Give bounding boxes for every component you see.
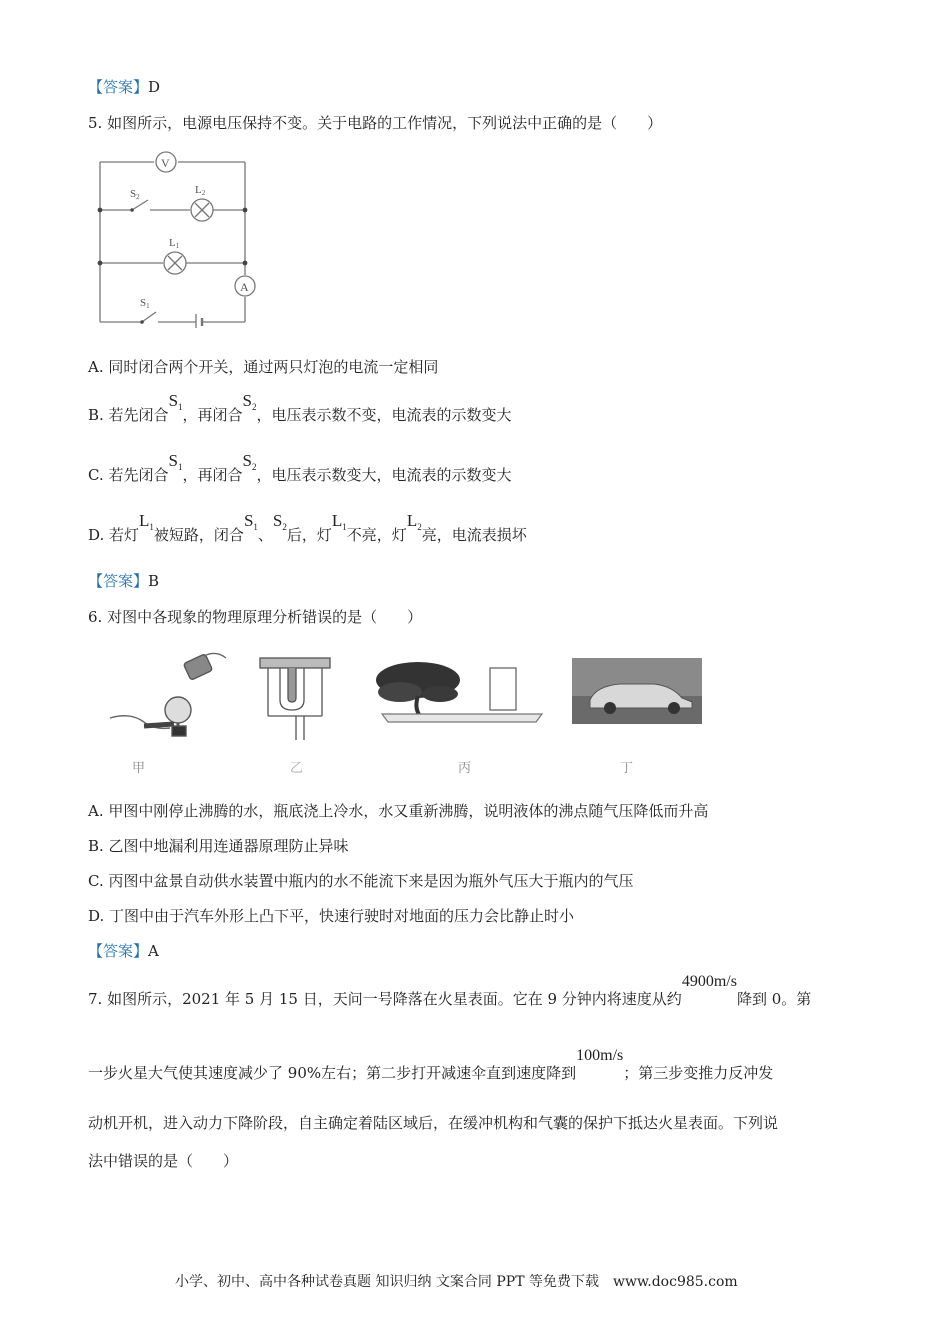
q6-option-a: A. 甲图中刚停止沸腾的水，瓶底浇上冷水，水又重新沸腾，说明液体的沸点随气压降低而升高 <box>88 802 709 820</box>
symbol-l2: $L_2$ <box>406 511 422 532</box>
q7-line-4: 法中错误的是（ ） <box>88 1152 239 1170</box>
lamp-l2-label: L2 <box>195 184 206 197</box>
q7-line-3: 动机开机，进入动力下降阶段，自主确定着陆区域后，在缓冲机构和气囊的保护下抵达火星表面。下列说 <box>88 1114 779 1132</box>
figure-label-bing: 丙 <box>458 761 472 776</box>
figure-label-yi: 乙 <box>290 761 304 776</box>
lamp-l1-label: L1 <box>169 237 180 250</box>
symbol-s2: $S_2$ <box>272 511 287 532</box>
symbol-l1: $L_1$ <box>139 511 154 532</box>
answer-value: A <box>148 942 159 960</box>
question-6-stem: 6. 对图中各现象的物理原理分析错误的是（ ） <box>88 608 423 626</box>
figure-label-ding: 丁 <box>620 761 634 776</box>
switch-s1-label: S1 <box>140 297 150 310</box>
q6-option-c: C. 丙图中盆景自动供水装置中瓶内的水不能流下来是因为瓶外气压大于瓶内的气压 <box>88 872 634 890</box>
switch-s2-label: S2 <box>130 188 140 201</box>
symbol-s1: $S_1$ <box>243 511 258 532</box>
answer-line-q5 <box>88 570 159 591</box>
page-footer: 小学、初中、高中各种试卷真题 知识归纳 文案合同 PPT 等免费下载 www.doc985.com <box>175 1274 738 1290</box>
symbol-s1: $S_1$ <box>168 391 183 412</box>
symbol-s1: $S_1$ <box>168 451 183 472</box>
voltmeter-label: V <box>161 156 170 170</box>
answer-line-q6 <box>88 940 159 961</box>
answer-line-q4 <box>88 76 160 97</box>
figure-ding <box>572 658 702 724</box>
q5-option-b: B. 若先闭合$S_1$，再闭合$S_2$，电压表示数不变，电流表的示数变大 <box>88 391 512 424</box>
answer-tag: 【答案】 <box>88 78 149 96</box>
symbol-s2: $S_2$ <box>242 391 257 412</box>
speed-4900: 4900m/s <box>681 973 737 990</box>
q5-option-a: A. 同时闭合两个开关，通过两只灯泡的电流一定相同 <box>88 358 439 376</box>
figure-bing <box>376 662 542 722</box>
circuit-diagram <box>92 148 272 328</box>
figure-yi-note <box>266 733 272 740</box>
symbol-l1: $L_1$ <box>331 511 347 532</box>
q6-figures <box>100 648 710 778</box>
q6-option-b: B. 乙图中地漏利用连通器原理防止异味 <box>88 837 349 855</box>
figure-yi <box>260 658 330 740</box>
q5-option-d: D. 若灯$L_1$被短路，闭合$S_1$、$S_2$后，灯$L_1$不亮，灯$L_2$亮，电流表损坏 <box>88 511 527 544</box>
speed-100: 100m/s <box>576 1047 624 1064</box>
ammeter-label: A <box>240 280 249 294</box>
q7-line-1: 7. 如图所示，2021 年 5 月 15 日，天问一号降落在火星表面。它在 9 分钟内将速度从约4900m/s降到 0。第 <box>88 973 812 1008</box>
answer-value: D <box>148 78 161 96</box>
figure-label-jia: 甲 <box>132 761 146 776</box>
figure-jia <box>110 653 226 736</box>
symbol-s2: $S_2$ <box>242 451 257 472</box>
q5-option-c: C. 若先闭合$S_1$，再闭合$S_2$，电压表示数变大，电流表的示数变大 <box>88 451 512 484</box>
answer-tag: 【答案】 <box>88 572 149 590</box>
q6-option-d: D. 丁图中由于汽车外形上凸下平，快速行驶时对地面的压力会比静止时小 <box>88 907 575 925</box>
answer-tag: 【答案】 <box>88 942 149 960</box>
q7-line-2: 一步火星大气使其速度减少了 90%左右；第二步打开减速伞直到速度降到100m/s；第三步变推力反冲发 <box>88 1047 774 1082</box>
answer-value: B <box>148 572 160 590</box>
question-5-stem: 5. 如图所示，电源电压保持不变。关于电路的工作情况，下列说法中正确的是（ ） <box>88 114 663 132</box>
